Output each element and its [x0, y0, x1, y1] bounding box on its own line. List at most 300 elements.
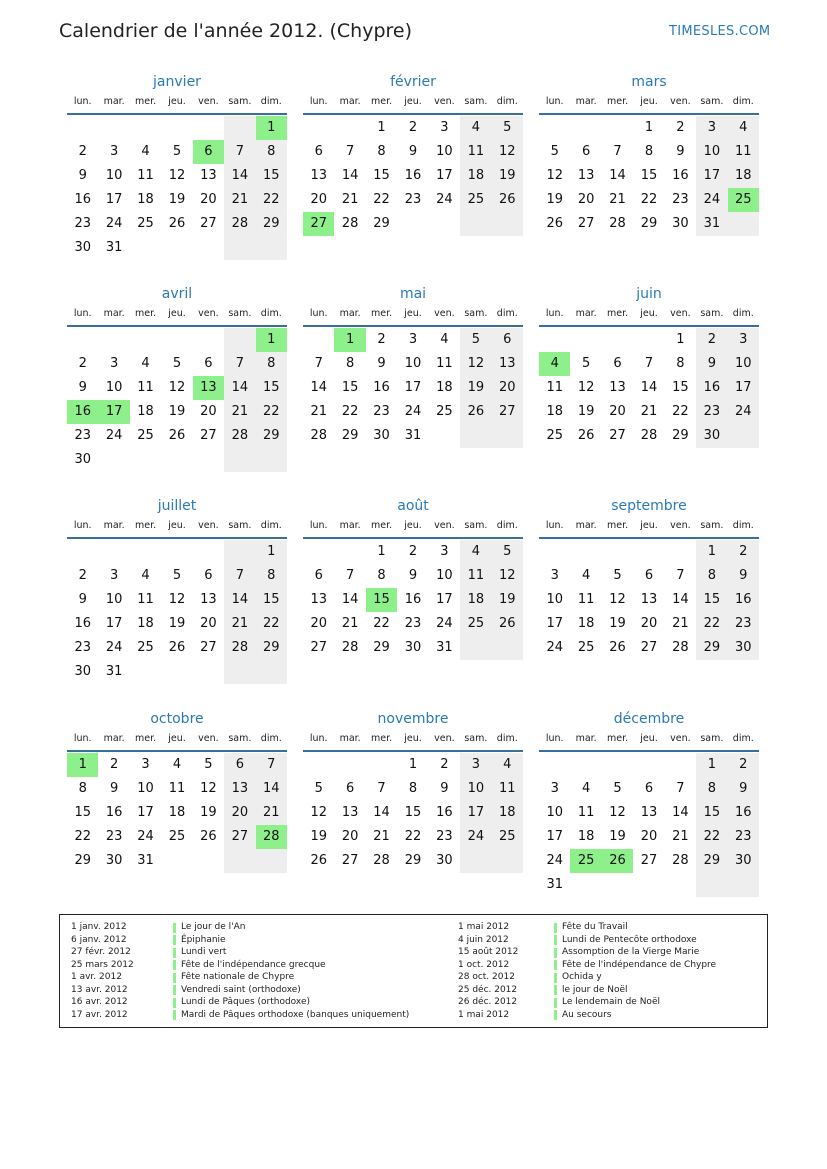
day-cell: 3: [109, 568, 119, 583]
day-cell: 24: [105, 428, 123, 443]
day-grid: [539, 753, 759, 897]
empty-cell: [193, 849, 224, 873]
day-cell: 4: [492, 753, 523, 777]
weekday-label: mer.: [134, 733, 157, 744]
day-grid: [303, 328, 523, 448]
day-cell: 11: [137, 168, 154, 183]
day-cell: 31: [436, 640, 453, 655]
legend-date: 17 avr. 2012: [71, 1009, 128, 1020]
day-cell: 9: [377, 356, 386, 371]
day-cell: 25: [168, 829, 186, 844]
weekday-label: lun.: [73, 96, 92, 107]
legend-holiday-name: Vendredi saint (orthodoxe): [181, 984, 301, 995]
legend-holiday-name: Fête du Travail: [562, 922, 628, 932]
day-cell: 18: [436, 380, 453, 395]
empty-cell: [539, 328, 570, 352]
weekday-label: lun.: [309, 733, 328, 744]
holiday-cell: 17: [98, 400, 129, 424]
legend-marker-icon: [173, 923, 176, 933]
day-cell: 22: [341, 404, 359, 419]
day-cell: 29: [373, 640, 390, 655]
day-cell: 3: [550, 781, 559, 796]
month-name: septembre: [611, 498, 687, 514]
legend-holiday-name: Lundi de Pentecôte orthodoxe: [562, 934, 697, 945]
empty-cell: [539, 540, 570, 564]
day-grid: [539, 116, 759, 236]
day-cell: 17: [696, 164, 727, 188]
weekday-label: sam.: [464, 96, 488, 107]
day-cell: 30: [728, 636, 759, 660]
day-cell: 29: [256, 212, 287, 236]
legend-holiday-name: Fête nationale de Chypre: [181, 972, 295, 982]
day-cell: 12: [492, 564, 523, 588]
empty-cell: [130, 116, 161, 140]
day-cell: 5: [613, 568, 622, 583]
weekday-label: jeu.: [404, 733, 422, 744]
day-cell: 16: [728, 801, 759, 825]
day-cell: 15: [341, 380, 359, 395]
day-cell: 28: [672, 853, 689, 868]
day-cell: 10: [105, 168, 123, 183]
day-cell: 1: [644, 120, 654, 135]
empty-cell: [224, 236, 255, 260]
day-cell: 4: [460, 116, 491, 140]
weekday-label: lun.: [73, 520, 92, 531]
weekday-label: mer.: [134, 520, 157, 531]
day-cell: 30: [672, 216, 689, 231]
empty-cell: [602, 873, 633, 897]
day-cell: 23: [696, 400, 727, 424]
legend-holiday-name: Fête de l'indépendance de Chypre: [562, 959, 717, 970]
empty-cell: [460, 212, 491, 236]
weekday-label: lun.: [309, 520, 328, 531]
weekday-label: mer.: [370, 733, 393, 744]
empty-cell: [728, 212, 759, 236]
day-cell: 1: [377, 544, 386, 559]
day-grid: [303, 116, 523, 236]
holiday-cell: 4: [539, 352, 570, 376]
weekday-label: mar.: [575, 733, 597, 744]
day-cell: 6: [492, 328, 523, 352]
empty-cell: [98, 328, 129, 352]
day-cell: 31: [696, 212, 727, 236]
day-cell: 29: [696, 849, 727, 873]
day-cell: 27: [224, 825, 255, 849]
day-cell: 19: [546, 192, 563, 207]
day-cell: 4: [141, 568, 150, 583]
day-cell: 4: [460, 540, 491, 564]
day-cell: 8: [644, 144, 654, 159]
weekday-label: mar.: [339, 733, 361, 744]
holiday-cell: 13: [193, 376, 224, 400]
weekday-header: [67, 730, 287, 752]
day-cell: 8: [256, 564, 287, 588]
day-cell: 14: [341, 168, 359, 183]
empty-cell: [161, 116, 192, 140]
legend-marker-icon: [554, 923, 557, 933]
day-cell: 21: [672, 616, 689, 631]
day-cell: 15: [256, 376, 287, 400]
holiday-cell: 1: [256, 116, 287, 140]
day-cell: 29: [74, 853, 91, 868]
day-cell: 6: [613, 356, 622, 371]
empty-cell: [256, 849, 287, 873]
empty-cell: [633, 753, 664, 777]
day-cell: 14: [373, 805, 390, 820]
day-cell: 7: [377, 781, 386, 796]
empty-cell: [460, 636, 491, 660]
day-cell: 24: [105, 640, 123, 655]
day-cell: 11: [728, 140, 759, 164]
day-cell: 9: [696, 352, 727, 376]
empty-cell: [570, 540, 601, 564]
day-cell: 3: [440, 120, 449, 135]
empty-cell: [67, 116, 98, 140]
empty-cell: [193, 540, 224, 564]
legend-date: 13 avr. 2012: [71, 984, 128, 995]
day-cell: 29: [404, 853, 422, 868]
day-cell: 21: [373, 829, 390, 844]
day-cell: 3: [696, 116, 727, 140]
day-cell: 31: [137, 853, 154, 868]
empty-cell: [696, 873, 727, 897]
legend-holiday-name: le jour de Noël: [562, 984, 628, 995]
day-cell: 19: [168, 616, 186, 631]
day-cell: 25: [436, 404, 453, 419]
weekday-label: lun.: [545, 733, 564, 744]
legend-marker-icon: [173, 998, 176, 1008]
day-cell: 10: [546, 592, 563, 607]
day-cell: 17: [137, 805, 154, 820]
legend-marker-icon: [554, 1010, 557, 1020]
day-grid: [67, 753, 287, 873]
day-cell: 24: [546, 640, 563, 655]
day-cell: 5: [492, 540, 523, 564]
day-cell: 11: [137, 380, 154, 395]
weekday-label: mer.: [134, 308, 157, 319]
month-août: [303, 495, 523, 660]
day-cell: 3: [550, 568, 559, 583]
day-cell: 25: [460, 612, 491, 636]
weekday-label: sam.: [700, 96, 724, 107]
day-cell: 23: [404, 616, 422, 631]
weekday-label: ven.: [198, 733, 219, 744]
weekday-label: mer.: [134, 96, 157, 107]
weekday-label: lun.: [309, 96, 328, 107]
day-cell: 1: [408, 757, 418, 772]
weekday-header: [67, 93, 287, 115]
brand-link[interactable]: TIMESLES.COM: [669, 24, 771, 39]
day-cell: 25: [492, 825, 523, 849]
day-cell: 9: [728, 777, 759, 801]
day-cell: 15: [74, 805, 91, 820]
day-cell: 4: [172, 757, 182, 772]
day-cell: 27: [609, 428, 626, 443]
empty-cell: [67, 328, 98, 352]
legend-holiday-name: Épiphanie: [181, 934, 226, 945]
legend-marker-icon: [173, 960, 176, 970]
day-cell: 11: [577, 805, 595, 820]
empty-cell: [492, 636, 523, 660]
weekday-label: dim.: [732, 520, 754, 531]
legend-date: 25 mars 2012: [71, 959, 134, 970]
legend-holiday-name: Mardi de Pâques orthodoxe (banques uniquement): [181, 1009, 410, 1020]
day-cell: 22: [256, 188, 287, 212]
day-cell: 21: [672, 829, 689, 844]
weekday-label: dim.: [732, 96, 754, 107]
day-cell: 20: [200, 616, 217, 631]
day-cell: 10: [728, 352, 759, 376]
day-cell: 31: [105, 240, 123, 255]
month-name: août: [397, 498, 429, 514]
day-cell: 6: [204, 568, 213, 583]
day-cell: 15: [256, 164, 287, 188]
day-cell: 13: [577, 168, 595, 183]
day-cell: 4: [728, 116, 759, 140]
empty-cell: [193, 328, 224, 352]
day-cell: 20: [577, 192, 595, 207]
day-cell: 13: [200, 168, 217, 183]
day-cell: 12: [546, 168, 563, 183]
legend-marker-icon: [173, 985, 176, 995]
day-cell: 24: [460, 825, 491, 849]
month-janvier: [67, 71, 287, 260]
empty-cell: [303, 328, 334, 352]
weekday-label: sam.: [464, 308, 488, 319]
day-cell: 18: [577, 829, 595, 844]
day-cell: 8: [676, 356, 685, 371]
legend-marker-icon: [554, 960, 557, 970]
weekday-label: mer.: [370, 96, 393, 107]
day-cell: 7: [676, 781, 685, 796]
day-cell: 9: [408, 568, 418, 583]
legend-date: 27 févr. 2012: [71, 947, 131, 957]
day-cell: 11: [492, 777, 523, 801]
weekday-label: ven.: [198, 520, 219, 531]
day-cell: 16: [696, 376, 727, 400]
day-cell: 27: [200, 640, 217, 655]
weekday-header: [539, 305, 759, 327]
day-cell: 29: [640, 216, 658, 231]
day-cell: 27: [341, 853, 359, 868]
day-cell: 19: [168, 192, 186, 207]
day-cell: 17: [436, 168, 453, 183]
day-cell: 12: [460, 352, 491, 376]
day-cell: 15: [696, 801, 727, 825]
day-cell: 15: [373, 168, 390, 183]
legend-date: 1 oct. 2012: [458, 959, 510, 970]
day-cell: 21: [310, 404, 327, 419]
day-cell: 22: [640, 192, 658, 207]
weekday-label: ven.: [670, 733, 691, 744]
day-cell: 19: [609, 616, 626, 631]
day-cell: 13: [310, 168, 327, 183]
empty-cell: [161, 328, 192, 352]
day-cell: 13: [640, 805, 658, 820]
empty-cell: [193, 116, 224, 140]
empty-cell: [570, 753, 601, 777]
day-cell: 18: [577, 616, 595, 631]
day-cell: 1: [696, 540, 727, 564]
day-cell: 26: [460, 400, 491, 424]
day-cell: 15: [256, 588, 287, 612]
day-cell: 28: [373, 853, 390, 868]
empty-cell: [570, 328, 601, 352]
day-cell: 7: [644, 356, 654, 371]
day-cell: 4: [440, 332, 449, 347]
month-name: juillet: [157, 498, 197, 514]
holiday-cell: 26: [602, 849, 633, 873]
weekday-label: dim.: [260, 96, 282, 107]
day-cell: 16: [105, 805, 123, 820]
day-cell: 27: [640, 853, 658, 868]
empty-cell: [633, 328, 664, 352]
empty-cell: [224, 328, 255, 352]
day-cell: 22: [373, 192, 390, 207]
legend-date: 15 août 2012: [458, 947, 519, 957]
legend-date: 1 avr. 2012: [71, 972, 122, 982]
weekday-header: [303, 517, 523, 539]
weekday-label: ven.: [198, 96, 219, 107]
day-cell: 9: [676, 144, 685, 159]
day-cell: 3: [109, 356, 119, 371]
empty-cell: [130, 448, 161, 472]
day-cell: 27: [310, 640, 327, 655]
day-cell: 2: [728, 753, 759, 777]
empty-cell: [429, 212, 460, 236]
empty-cell: [303, 540, 334, 564]
day-cell: 26: [546, 216, 563, 231]
weekday-header: [539, 730, 759, 752]
day-cell: 18: [460, 164, 491, 188]
day-cell: 17: [546, 829, 563, 844]
empty-cell: [334, 116, 365, 140]
day-cell: 30: [404, 640, 422, 655]
day-cell: 30: [728, 849, 759, 873]
empty-cell: [303, 753, 334, 777]
day-cell: 24: [105, 216, 123, 231]
day-cell: 12: [200, 781, 217, 796]
day-cell: 14: [224, 588, 255, 612]
weekday-label: mar.: [103, 733, 125, 744]
holiday-cell: 6: [193, 140, 224, 164]
day-cell: 21: [224, 188, 255, 212]
day-grid: [67, 328, 287, 472]
day-cell: 20: [640, 829, 658, 844]
weekday-label: mer.: [606, 733, 629, 744]
day-cell: 18: [728, 164, 759, 188]
day-cell: 22: [256, 400, 287, 424]
empty-cell: [492, 424, 523, 448]
day-cell: 5: [172, 568, 182, 583]
holiday-cell: 16: [67, 400, 98, 424]
month-octobre: [67, 708, 287, 873]
day-cell: 20: [640, 616, 658, 631]
day-cell: 20: [310, 192, 327, 207]
day-cell: 10: [696, 140, 727, 164]
day-cell: 20: [310, 616, 327, 631]
legend-holiday-name: Au secours: [562, 1009, 612, 1020]
day-cell: 8: [696, 564, 727, 588]
day-cell: 24: [696, 188, 727, 212]
month-février: [303, 71, 523, 236]
weekday-label: jeu.: [640, 520, 658, 531]
day-cell: 27: [577, 216, 595, 231]
weekday-label: jeu.: [404, 520, 422, 531]
day-cell: 7: [224, 564, 255, 588]
day-cell: 26: [609, 640, 626, 655]
day-cell: 17: [728, 376, 759, 400]
month-avril: [67, 283, 287, 472]
page-title: Calendrier de l'année 2012. (Chypre): [59, 20, 413, 42]
weekday-label: mer.: [606, 96, 629, 107]
day-cell: 2: [676, 120, 685, 135]
weekday-label: lun.: [545, 96, 564, 107]
weekday-label: mer.: [606, 308, 629, 319]
day-cell: 3: [408, 332, 418, 347]
day-cell: 7: [345, 568, 355, 583]
empty-cell: [602, 540, 633, 564]
weekday-header: [67, 305, 287, 327]
day-cell: 13: [640, 592, 658, 607]
day-cell: 22: [672, 404, 689, 419]
legend-holiday-name: Assomption de la Vierge Marie: [562, 947, 700, 957]
day-cell: 22: [404, 829, 422, 844]
weekday-label: lun.: [309, 308, 328, 319]
day-cell: 30: [74, 240, 91, 255]
empty-cell: [492, 212, 523, 236]
empty-cell: [665, 540, 696, 564]
weekday-label: dim.: [496, 308, 518, 319]
day-cell: 14: [224, 164, 255, 188]
day-cell: 28: [341, 640, 359, 655]
empty-cell: [602, 328, 633, 352]
day-cell: 4: [581, 781, 591, 796]
weekday-label: ven.: [670, 520, 691, 531]
day-cell: 13: [200, 592, 217, 607]
day-cell: 6: [204, 356, 213, 371]
legend-holiday-name: Ochida y: [562, 972, 602, 982]
day-cell: 12: [609, 592, 626, 607]
day-cell: 11: [168, 781, 186, 796]
month-name: février: [390, 74, 436, 90]
day-cell: 24: [546, 853, 563, 868]
day-cell: 21: [640, 404, 658, 419]
day-cell: 31: [546, 877, 563, 892]
day-cell: 17: [546, 616, 563, 631]
empty-cell: [539, 116, 570, 140]
empty-cell: [397, 212, 428, 236]
legend-date: 6 janv. 2012: [71, 934, 127, 945]
day-cell: 9: [408, 144, 418, 159]
day-cell: 21: [256, 801, 287, 825]
day-cell: 5: [581, 356, 591, 371]
empty-cell: [161, 540, 192, 564]
weekday-label: sam.: [228, 520, 252, 531]
holiday-cell: 1: [256, 328, 287, 352]
day-cell: 26: [168, 640, 186, 655]
weekday-label: ven.: [434, 520, 455, 531]
weekday-label: dim.: [732, 733, 754, 744]
day-cell: 19: [310, 829, 327, 844]
day-cell: 28: [224, 212, 255, 236]
day-cell: 16: [436, 805, 453, 820]
day-cell: 24: [137, 829, 154, 844]
weekday-label: sam.: [464, 520, 488, 531]
day-cell: 28: [310, 428, 327, 443]
day-grid: [539, 540, 759, 660]
empty-cell: [161, 660, 192, 684]
